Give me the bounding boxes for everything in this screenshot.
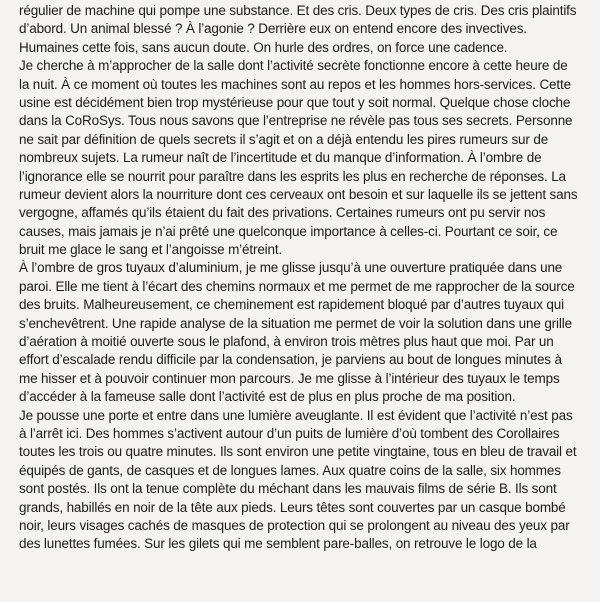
text-line: toutes les trois ou quatre minutes. Ils sont environ une petite vingtaine, tous en bleu de travail et (19, 444, 577, 460)
text-line: des lunettes fumées. Sur les gilets qui me semblent pare-balles, on retrouve le logo de la (19, 536, 537, 552)
body-text (19, 2, 600, 554)
text-line: Humaines cette fois, sans aucun doute. On hurle des ordres, on force une cadence. (19, 39, 508, 55)
text-line: effort d’escalade rendu difficile par la condensation, je parviens au bout de longues minutes à (19, 352, 562, 368)
text-line: rumeur devient alors la nourriture dont ces cerveaux ont besoin et sur laquelle ils se jettent sans (19, 186, 578, 202)
text-line: Je cherche à m’approcher de la salle dont l’activité secrète fonctionne encore à cette heure de (19, 58, 568, 74)
text-line: grands, habillés en noir de la tête aux pieds. Leurs têtes sont couvertes par un casque bombé (19, 499, 566, 515)
text-line: À l’ombre de gros tuyaux d’aluminium, je me glisse jusqu’à une ouverture pratiquée dans une (19, 260, 563, 276)
text-line: causes, mais jamais je n’ai prêté une quelconque importance à celles-ci. Pourtant ce soir, ce (19, 223, 558, 239)
text-line: dans la CoRoSys. Tous nous savons que l’entreprise ne révèle pas tous ses secrets. Personne (19, 113, 573, 129)
text-line: usine est décidément bien trop mystérieuse pour que tout y soit normal. Quelque chose cloche (19, 94, 571, 110)
text-line: noir, leurs visages cachés de masques de protection qui se prolongent au niveau des yeux par (19, 517, 570, 533)
text-line: ne sait par définition de quels secrets il s’agit et on a déjà entendu les pires rumeurs sur de (19, 131, 549, 147)
text-line: régulier de machine qui pompe une substance. Et des cris. Deux types de cris. Des cris plaintifs (19, 3, 577, 18)
text-line: d’abord. Un animal blessé ? À l’agonie ? Derrière eux on entend encore des invectives. (19, 21, 527, 37)
text-line: bruit me glace le sang et l’angoisse m’étreint. (19, 242, 283, 258)
text-line: la nuit. À ce moment où toutes les machines sont au repos et les hommes hors-services. Cette (19, 76, 571, 92)
text-line: s’enchevêtrent. Une rapide analyse de la situation me permet de voir la solution dans une grille (19, 315, 572, 331)
text-line: me hisser et à pouvoir continuer mon parcours. Je me glisse à l’intérieur des tuyaux le temps (19, 370, 560, 386)
text-line: à l’arrêt ici. Des hommes s’activent autour d’un puits de lumière d’où tombent des Corollaires (19, 425, 560, 441)
text-line: sont postés. Ils ont la tenue complète du méchant dans les mauvais films de série B. Ils sont (19, 481, 557, 497)
text-line: équipés de gants, de casques et de longues lames. Aux quatre coins de la salle, six hommes (19, 462, 561, 478)
text-line: Je pousse une porte et entre dans une lumière aveuglante. Il est évident que l’activité n’est pas (19, 407, 573, 423)
text-line: nombreux sujets. La rumeur naît de l’incertitude et du manque d’information. À l’ombre de (19, 150, 542, 166)
text-line: d’accéder à la fameuse salle dont l’activité est de plus en plus proche de ma position. (19, 389, 516, 405)
text-line: d’aération à moitié ouverte sous le plafond, à environ trois mètres plus haut que moi. Par un (19, 334, 554, 350)
text-line: vergogne, affamés qu’ils étaient du fait des privations. Certaines rumeurs ont pu servir nos (19, 205, 546, 221)
text-line: des bruits. Malheureusement, ce cheminement est rapidement bloqué par d’autres tuyaux qui (19, 297, 564, 313)
text-line: paroi. Elle me tient à l’écart des chemins normaux et me permet de me rapprocher de la source (19, 278, 575, 294)
text-line: l’ignorance elle se nourrit pour paraître dans les esprits les plus en recherche de réponses. La (19, 168, 566, 184)
